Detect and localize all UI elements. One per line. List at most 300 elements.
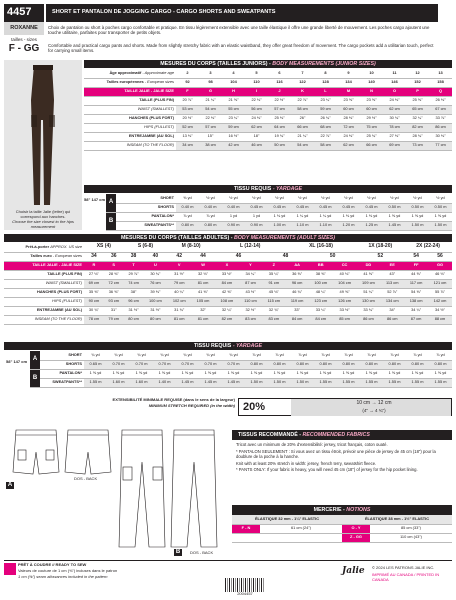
barcode-number: 2004457 — [237, 591, 253, 596]
adult-meas-2-cm-cell: 82 cm — [215, 315, 239, 324]
junior-meas-1-cm-cell: 66 cm — [291, 123, 314, 132]
adult-meas-2-in-cell: 31 ½" — [143, 306, 167, 315]
fabrics-header: TISSUS RECOMMANDÉ - RECOMMENDED FABRICS — [232, 430, 452, 440]
printed-in: IMPRIMÉ AU CANADA / PRINTED IN CANADA — [372, 572, 440, 582]
adult-meas-0-in-cell: 46 ⅛" — [428, 270, 452, 279]
adult-eu-label: Tailles euro - European sizes — [4, 252, 84, 261]
junior-meas-0-in-label: TAILLE (PLUS FIN) — [84, 96, 176, 105]
pattern-title: SHORT ET PANTALON DE JOGGING CARGO - CARGO SHORTS AND SWEATPANTS — [46, 4, 438, 22]
adult-yardage-cell: 1 ⅝ yd — [176, 369, 199, 378]
junior-yardage-label: PANTALON* — [116, 212, 176, 221]
adult-yardage-cell: ⅞ yd — [383, 351, 406, 360]
junior-meas-0-in-cell: 21 ⅝" — [222, 96, 245, 105]
junior-yardage-cell: ½ yd — [360, 194, 383, 203]
junior-meas-2-in-cell: 28 ¾" — [406, 132, 429, 141]
adult-meas-2-cm-cell: 87 cm — [404, 315, 428, 324]
adult-yardage-table — [30, 351, 452, 388]
junior-yardage-cell: 0.40 m — [199, 203, 222, 212]
description-fr: Choix de pantalon ou short à poches cargo confortable et pratique. En tissu légèrement extensible avec une taille élastique il offre une grande liberté de mouvement. Les poches cargo ajoutent une touche utilitaire, parfaites pour transporter de petits objets. — [48, 25, 430, 36]
junior-meas-0-cm-cell: 57 cm — [268, 105, 291, 114]
adult-yardage-cell: 1.45 m — [222, 378, 245, 387]
sizes-range: F - GG — [8, 43, 40, 54]
junior-meas-0-in-cell: 22 ⅞" — [291, 96, 314, 105]
adult-meas-0-cm-cell: 72 cm — [104, 279, 124, 288]
adult-meas-2-cm-cell: 85 cm — [333, 315, 357, 324]
adult-yardage-cell: 1 ⅝ yd — [245, 369, 268, 378]
junior-meas-0-in-cell: 22 ½" — [268, 96, 291, 105]
adult-meas-1-in-cell: 36 ⅝" — [104, 288, 124, 297]
adult-meas-2-cm-cell: 84 cm — [285, 315, 308, 324]
junior-yardage-cell: 1 ⅛ yd — [268, 212, 291, 221]
junior-meas-2-cm-label: INSEAM (TO THE FLOOR) — [84, 141, 176, 150]
adult-jalie-cell: CC — [333, 261, 357, 270]
adult-meas-1-in-cell: 41 ⅜" — [191, 288, 215, 297]
adult-yardage-cell: 0.80 m — [406, 360, 429, 369]
adult-meas-2-cm-cell: 78 cm — [84, 315, 104, 324]
adult-meas-0-cm-cell: 100 cm — [309, 279, 333, 288]
junior-meas-0-in-cell: 23 ⅝" — [337, 96, 360, 105]
junior-meas-0-cm-cell: 59 cm — [314, 105, 337, 114]
adult-meas-1-cm-cell: 110 cm — [239, 297, 262, 306]
junior-yardage-cell: 1 ⅝ yd — [429, 212, 452, 221]
ready-to-sew-icon — [4, 563, 16, 575]
choose-size-note: Choisir la taille Jalie (lettre) qui correspond aux hanches. — [15, 209, 71, 219]
sizes-label: tailles - sizes — [11, 37, 37, 42]
adult-yardage-label: SHORTS — [40, 360, 84, 369]
junior-yardage-cell: ½ yd — [314, 194, 337, 203]
junior-view-B-label: B — [106, 212, 116, 230]
adult-eu-size: 52 — [356, 252, 404, 261]
notions-table — [232, 515, 452, 543]
adult-meas-2-in-cell: 31 ¾" — [167, 306, 191, 315]
junior-yardage-cell: 0.80 m — [176, 221, 199, 230]
recommended-fabrics — [232, 430, 452, 476]
adult-meas-2-in-cell: 33" — [285, 306, 308, 315]
stretch-gauge — [238, 398, 452, 416]
fabrics-line-1: Tricot avec un minimum de 20% d'extensibilité: jersey, tricot français, coton ouaté. — [236, 442, 388, 448]
adult-yardage-cell: ¾ yd — [222, 351, 245, 360]
junior-yardage-cell: 0.45 m — [291, 203, 314, 212]
junior-eu-cell: 92 — [176, 78, 199, 87]
adult-yardage-cell: 1 ⅝ yd — [383, 369, 406, 378]
adult-rtw-size: M (8-10) — [167, 243, 215, 252]
drawing-b-back-label: DOS - BACK — [190, 550, 214, 555]
copyright: © 2024 LES PATRONS JALIE INC. — [372, 565, 435, 570]
junior-yardage-cell: ½ yd — [268, 194, 291, 203]
notions-col1: ÉLASTIQUE 32 mm - 1¼" ELASTIC — [232, 515, 342, 524]
adult-meas-2-in-cell: 34" — [380, 306, 404, 315]
adult-rtw-label: Prêt-à-porter APPROX. US size — [4, 243, 84, 252]
junior-yardage-cell: 1.50 m — [406, 221, 429, 230]
junior-age-cell: 11 — [383, 69, 406, 78]
junior-eu-cell: 116 — [268, 78, 291, 87]
adult-meas-2-cm-cell: 81 cm — [191, 315, 215, 324]
adult-yardage-cell: 0.80 m — [245, 360, 268, 369]
junior-meas-1-cm-cell: 57 cm — [199, 123, 222, 132]
adult-meas-1-cm-cell: 142 cm — [428, 297, 452, 306]
pattern-number: 4457 — [4, 4, 44, 22]
junior-meas-2-in-cell: 21 ¼" — [291, 132, 314, 141]
junior-yardage-cell: ⅜ yd — [176, 194, 199, 203]
adult-meas-1-cm-cell: 100 cm — [143, 297, 167, 306]
junior-yardage-cell: 0.90 m — [245, 221, 268, 230]
junior-meas-2-cm-cell: 54 cm — [291, 141, 314, 150]
adult-meas-0-cm-cell: 81 cm — [191, 279, 215, 288]
adult-yardage-cell: 1 ⅝ yd — [222, 369, 245, 378]
junior-jalie-cell: F — [176, 87, 199, 96]
adult-yardage-cell: ⅞ yd — [268, 351, 291, 360]
adult-yardage-cell: ⅞ yd — [429, 351, 452, 360]
adult-meas-1-cm-cell: 96 cm — [124, 297, 144, 306]
adult-yardage-cell: 1 ⅝ yd — [268, 369, 291, 378]
junior-yardage-cell: ½ yd — [429, 194, 452, 203]
adult-meas-1-in-cell: 46 ¾" — [285, 288, 308, 297]
junior-yardage-header-wrap — [84, 185, 452, 193]
junior-yardage-cell: 0.80 m — [199, 221, 222, 230]
junior-meas-1-cm-cell: 59 cm — [222, 123, 245, 132]
adult-yardage-cell: 1 ⅝ yd — [107, 369, 130, 378]
adult-yardage-cell: 1 ⅝ yd — [153, 369, 176, 378]
junior-age-cell: 12 — [406, 69, 429, 78]
notions-value-3: 110 cm (43") — [370, 533, 452, 542]
adult-meas-2-cm-cell: 79 cm — [104, 315, 124, 324]
junior-age-cell: 9 — [337, 69, 360, 78]
junior-yardage-cell: 0.50 m — [383, 203, 406, 212]
adult-meas-1-in-cell: 55 ⅞" — [428, 288, 452, 297]
adult-meas-2-in-cell: 34 ¼" — [404, 306, 428, 315]
junior-yardage-cell: 1 yd — [222, 212, 245, 221]
junior-fabric-width: 58" 147 cm — [84, 197, 106, 202]
junior-meas-2-in-label: ENTREJAMBE (AU SOL) — [84, 132, 176, 141]
junior-yardage-cell: 0.45 m — [314, 203, 337, 212]
adult-meas-2-in-cell: 33 ½" — [333, 306, 357, 315]
adult-yardage-label: SWEATPANTS** — [40, 378, 84, 387]
adult-meas-2-in-cell: 32" — [191, 306, 215, 315]
junior-yardage-cell: 1.10 m — [314, 221, 337, 230]
junior-meas-1-cm-cell: 78 cm — [383, 123, 406, 132]
adult-meas-0-in-cell: 33 ½" — [215, 270, 239, 279]
adult-yardage-cell: ⅞ yd — [314, 351, 337, 360]
junior-jalie-cell: Q — [429, 87, 452, 96]
adult-meas-0-cm-cell: 69 cm — [84, 279, 104, 288]
stretch-from-en: (4" → 4 ¾") — [362, 408, 386, 413]
junior-eu-label: Tailles européennes - European sizes — [84, 78, 176, 87]
adult-meas-1-cm-cell: 90 cm — [84, 297, 104, 306]
junior-yardage-label: SWEATPANTS** — [116, 221, 176, 230]
junior-yardage-cell: 1 ⅜ yd — [337, 212, 360, 221]
junior-meas-1-in-cell: 30 ¾" — [383, 114, 406, 123]
adult-meas-1-cm-cell: 108 cm — [215, 297, 239, 306]
adult-jalie-cell: Y — [239, 261, 262, 270]
notions-size-2: O - Y — [342, 524, 370, 533]
adult-meas-2-cm-cell: 83 cm — [262, 315, 285, 324]
junior-yardage-cell: ½ yd — [222, 194, 245, 203]
junior-yardage-cell: 1 ⅜ yd — [360, 212, 383, 221]
adult-meas-0-in-cell: 44 ⅝" — [404, 270, 428, 279]
junior-meas-1-in-cell: 26" — [291, 114, 314, 123]
adult-jalie-cell: X — [215, 261, 239, 270]
stretch-percent: 20% — [243, 401, 266, 413]
adult-yardage-cell: 1.40 m — [153, 378, 176, 387]
junior-age-cell: 10 — [360, 69, 383, 78]
adult-meas-1-cm-cell: 93 cm — [104, 297, 124, 306]
junior-age-cell: 5 — [245, 69, 268, 78]
adult-yardage-cell: 1.50 m — [268, 378, 291, 387]
adult-meas-0-in-label: TAILLE (PLUS FIN) — [4, 270, 84, 279]
adult-meas-2-cm-cell: 88 cm — [428, 315, 452, 324]
adult-eu-size: 44 — [191, 252, 215, 261]
adult-yardage-cell: 0.80 m — [337, 360, 360, 369]
junior-jalie-cell: L — [314, 87, 337, 96]
junior-yardage-cell: ½ yd — [337, 194, 360, 203]
adult-jalie-cell: BB — [309, 261, 333, 270]
adult-meas-2-in-row — [4, 306, 452, 315]
adult-yardage-row — [30, 360, 452, 369]
drawing-a-back-label: DOS - BACK — [74, 476, 98, 481]
adult-yardage-cell: 0.80 m — [429, 360, 452, 369]
adult-yardage-row — [30, 369, 452, 378]
junior-yardage-cell: 0.45 m — [268, 203, 291, 212]
junior-eu-cell: 140 — [360, 78, 383, 87]
junior-yardage-cell: ⅞ yd — [199, 212, 222, 221]
adult-meas-0-cm-cell: 113 cm — [380, 279, 404, 288]
adult-yardage-cell: 1.55 m — [406, 378, 429, 387]
adult-yardage-cell: ⅞ yd — [337, 351, 360, 360]
junior-meas-1-cm-cell: 68 cm — [314, 123, 337, 132]
adult-meas-0-in-cell: 40 ⅛" — [333, 270, 357, 279]
junior-yardage-row — [106, 203, 452, 212]
junior-meas-1-in-cell: 29 ½" — [360, 114, 383, 123]
adult-rtw-size: 2X (22-24) — [404, 243, 452, 252]
junior-meas-0-in-cell: 22 ⅛" — [245, 96, 268, 105]
junior-meas-2-in-cell: 25 ¾" — [360, 132, 383, 141]
junior-meas-2-cm-cell: 42 cm — [222, 141, 245, 150]
junior-yardage-cell: 1.00 m — [268, 221, 291, 230]
junior-age-cell: 8 — [314, 69, 337, 78]
adult-eu-size: 48 — [262, 252, 309, 261]
adult-meas-1-in-cell: 45 ⅛" — [262, 288, 285, 297]
junior-yardage-row — [106, 212, 452, 221]
adult-yardage-cell: ¾ yd — [153, 351, 176, 360]
model-figure — [4, 60, 82, 210]
adult-meas-0-in-cell: 41 ⅝" — [356, 270, 380, 279]
adult-meas-0-cm-cell: 96 cm — [285, 279, 308, 288]
junior-meas-0-cm-label: WAIST (SMALLEST) — [84, 105, 176, 114]
adult-meas-1-cm-row — [4, 297, 452, 306]
junior-age-cell: 13 — [429, 69, 452, 78]
adult-view-A-label: A — [30, 351, 40, 369]
junior-yardage-label: SHORT — [116, 194, 176, 203]
adult-meas-2-in-cell: 34 ½" — [428, 306, 452, 315]
adult-meas-2-in-cell: 31" — [104, 306, 124, 315]
junior-meas-1-in-cell: 22 ⅜" — [199, 114, 222, 123]
adult-jalie-cell: DD — [356, 261, 380, 270]
junior-jalie-label: TAILLE JALIE - JALIE SIZE — [84, 87, 176, 96]
junior-jalie-cell: G — [199, 87, 222, 96]
junior-meas-2-cm-cell: 38 cm — [199, 141, 222, 150]
junior-meas-2-cm-cell: 69 cm — [383, 141, 406, 150]
adult-yardage-cell: 1.50 m — [245, 378, 268, 387]
adult-yardage-cell: 1.55 m — [383, 378, 406, 387]
adult-meas-0-cm-cell: 117 cm — [404, 279, 428, 288]
junior-meas-1-cm-cell: 75 cm — [360, 123, 383, 132]
adult-eu-size: 54 — [404, 252, 428, 261]
junior-age-label: Âge approximatif - Approximate age — [84, 69, 176, 78]
adult-meas-0-cm-cell: 74 cm — [124, 279, 144, 288]
junior-jalie-cell: N — [360, 87, 383, 96]
junior-yardage-cell: 1 ¼ yd — [291, 212, 314, 221]
adult-meas-0-in-cell: 28 ⅜" — [104, 270, 124, 279]
adult-meas-0-cm-cell: 121 cm — [428, 279, 452, 288]
adult-rtw-size: XL (16-18) — [285, 243, 356, 252]
adult-meas-0-in-cell: 38 ⅝" — [309, 270, 333, 279]
junior-meas-0-cm-cell: 62 cm — [383, 105, 406, 114]
ready-to-sew: PRÊT À COUDRE // READY TO SEW — [18, 562, 87, 567]
adult-meas-2-in-cell: 30 ¾" — [84, 306, 104, 315]
notions-value-1: 61 cm (24") — [260, 524, 342, 533]
adult-yardage-cell: 0.80 m — [314, 360, 337, 369]
junior-yardage-row — [106, 194, 452, 203]
junior-meas-2-in-cell: 27 ⅜" — [383, 132, 406, 141]
junior-jalie-row — [84, 87, 452, 96]
adult-jalie-cell: R — [84, 261, 104, 270]
brand-name: ROXANNE — [4, 22, 44, 35]
junior-meas-2-cm-cell: 77 cm — [429, 141, 452, 150]
junior-eu-cell: 98 — [199, 78, 222, 87]
adult-yardage-cell: 1 ⅝ yd — [199, 369, 222, 378]
junior-meas-2-in-cell: 24 ⅜" — [337, 132, 360, 141]
junior-meas-2-cm-cell: 34 cm — [176, 141, 199, 150]
adult-jalie-cell: Z — [262, 261, 285, 270]
adult-eu-size: 50 — [309, 252, 357, 261]
junior-meas-2-in-cell: 19 ¾" — [268, 132, 291, 141]
adult-meas-1-in-row — [4, 288, 452, 297]
adult-rtw-size: XS (4) — [84, 243, 124, 252]
junior-yardage-cell: 0.45 m — [337, 203, 360, 212]
junior-meas-0-cm-cell: 55 cm — [222, 105, 245, 114]
junior-yardage-cell: 0.45 m — [360, 203, 383, 212]
adult-jalie-row — [4, 261, 452, 270]
junior-meas-2-in-cell: 15" — [199, 132, 222, 141]
junior-meas-0-cm-cell: 60 cm — [360, 105, 383, 114]
junior-meas-1-in-cell: 32 ¼" — [406, 114, 429, 123]
junior-meas-0-cm-cell: 67 cm — [429, 105, 452, 114]
adult-jalie-cell: V — [167, 261, 191, 270]
junior-age-cell: 3 — [199, 69, 222, 78]
adult-yardage-cell: 0.80 m — [291, 360, 314, 369]
junior-meas-2-cm-cell: 58 cm — [314, 141, 337, 150]
adult-yardage-cell: 0.70 m — [199, 360, 222, 369]
adult-meas-1-cm-cell: 134 cm — [380, 297, 404, 306]
junior-jalie-cell: I — [245, 87, 268, 96]
junior-eu-cell: 152 — [406, 78, 429, 87]
junior-meas-0-in-cell: 26 ⅜" — [429, 96, 452, 105]
technical-drawings — [4, 422, 228, 557]
adult-meas-0-cm-row — [4, 279, 452, 288]
seam-allowance-en: 1 cm (⅜") seam allowances included in the pattern — [18, 574, 108, 579]
junior-meas-0-in-cell: 23 ¼" — [314, 96, 337, 105]
junior-jalie-cell: K — [291, 87, 314, 96]
fabrics-line-4: * PANTS ONLY: If your fabric is heavy, you will need 45 cm (18") of jersey for the hip pocket lining. — [236, 467, 418, 473]
junior-view-A-label: A — [106, 194, 116, 212]
junior-meas-2-cm-row — [84, 141, 452, 150]
adult-yardage-header: TISSU REQUIS - YARDAGE — [4, 342, 452, 350]
notions-value-2: 85 cm (33") — [370, 524, 452, 533]
junior-meas-1-cm-label: HIPS (FULLEST) — [84, 123, 176, 132]
adult-meas-0-cm-cell: 84 cm — [215, 279, 239, 288]
junior-meas-1-in-cell: 24 ⅜" — [245, 114, 268, 123]
junior-measurements-header: MESURES DU CORPS (TAILLES JUNIORS) - BODY MEASUREMENTS (JUNIOR SIZES) — [84, 60, 452, 68]
adult-meas-1-cm-cell: 130 cm — [356, 297, 380, 306]
junior-age-cell: 4 — [222, 69, 245, 78]
adult-eu-row — [4, 252, 452, 261]
junior-meas-2-cm-cell: 66 cm — [360, 141, 383, 150]
junior-measurements-table — [84, 69, 452, 151]
junior-eu-cell: 122 — [291, 78, 314, 87]
fabrics-line-3: Knit with at least 20% stretch in width: jersey, french terry, sweatshirt fleece. — [236, 460, 377, 466]
junior-yardage-label: SHORTS — [116, 203, 176, 212]
junior-meas-1-cm-cell: 64 cm — [268, 123, 291, 132]
junior-meas-0-in-cell: 23 ⅝" — [360, 96, 383, 105]
adult-meas-2-in-cell: 32 ¼" — [215, 306, 239, 315]
adult-meas-2-in-cell: 33 ¾" — [356, 306, 380, 315]
adult-yardage-cell: 0.80 m — [383, 360, 406, 369]
drawing-b-label: B — [175, 549, 181, 555]
adult-yardage-cell: 1.50 m — [291, 378, 314, 387]
adult-yardage-cell: 1 ⅝ yd — [291, 369, 314, 378]
junior-yardage-cell: 1 ¼ yd — [314, 212, 337, 221]
adult-meas-1-in-cell: 49 ⅝" — [333, 288, 357, 297]
notions-size-3: Z - GG — [342, 533, 370, 542]
adult-meas-0-cm-cell: 91 cm — [262, 279, 285, 288]
choose-size-note-en: Choose the size closest to the hips measurement — [12, 219, 74, 229]
junior-meas-2-cm-cell: 73 cm — [406, 141, 429, 150]
notions-box — [232, 505, 452, 543]
junior-meas-1-cm-cell: 86 cm — [429, 123, 452, 132]
junior-eu-cell: 146 — [383, 78, 406, 87]
adult-yardage-cell: 0.70 m — [153, 360, 176, 369]
adult-yardage-cell: 1.55 m — [360, 378, 383, 387]
footer-divider — [4, 560, 452, 561]
junior-yardage-cell: 0.50 m — [429, 203, 452, 212]
junior-meas-2-cm-cell: 50 cm — [268, 141, 291, 150]
adult-eu-size: 36 — [104, 252, 124, 261]
junior-meas-0-in-cell: 20 ⅞" — [176, 96, 199, 105]
notions-header: MERCERIE - NOTIONS — [232, 505, 452, 515]
junior-age-cell: 2 — [176, 69, 199, 78]
junior-yardage-cell: ½ yd — [245, 194, 268, 203]
junior-yardage-cell: 0.45 m — [245, 203, 268, 212]
adult-meas-1-cm-cell: 119 cm — [285, 297, 308, 306]
adult-jalie-cell: U — [143, 261, 167, 270]
adult-jalie-cell: FF — [404, 261, 428, 270]
junior-yardage-row — [106, 221, 452, 230]
adult-meas-0-in-cell: 43" — [380, 270, 404, 279]
adult-meas-0-cm-cell: 104 cm — [333, 279, 357, 288]
adult-meas-1-cm-cell: 115 cm — [262, 297, 285, 306]
adult-yardage-cell: 0.70 m — [107, 360, 130, 369]
junior-meas-2-in-row — [84, 132, 452, 141]
adult-meas-0-in-row — [4, 270, 452, 279]
junior-yardage-cell: 0.40 m — [176, 203, 199, 212]
adult-yardage-cell: ¾ yd — [107, 351, 130, 360]
adult-measurements-table — [4, 243, 452, 325]
adult-yardage-cell: 1.45 m — [176, 378, 199, 387]
adult-eu-size: 42 — [167, 252, 191, 261]
adult-meas-1-in-label: HANCHES (PLUS FORT) — [4, 288, 84, 297]
adult-yardage-cell: 1.55 m — [429, 378, 452, 387]
adult-jalie-cell: T — [124, 261, 144, 270]
